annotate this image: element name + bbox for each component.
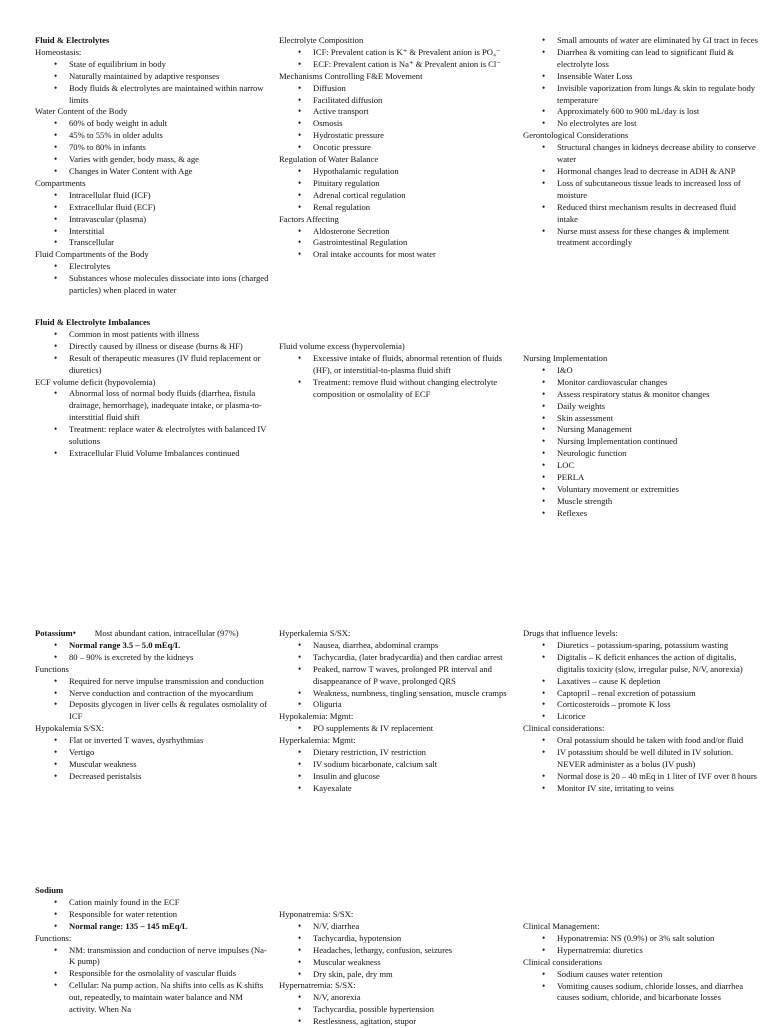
- list-item-text: Laxatives – cause K depletion: [557, 675, 661, 686]
- section-heading: Potassium: [35, 628, 73, 638]
- list-item: [279, 202, 515, 214]
- subheading-hypernatremia-s-sx: Hypernatremia: S/SX:: [279, 980, 356, 991]
- list-item-text: Insulin and glucose: [313, 770, 380, 781]
- list-item-text: Nerve conduction and contraction of the myocardium: [69, 687, 254, 698]
- list-item-text: Cellular: Na pump action. Na shifts into cells as K shifts out, repeatedly, to maintain water balance and NM activity. When Na: [69, 980, 264, 1015]
- list-item-text: Hyponatremia: NS (0.9%) or 3% salt solution: [557, 932, 715, 943]
- list-item-text: Restlessness, agitation, stupor: [313, 1016, 417, 1027]
- list-item-text: Most abundant cation, intracellular (97%): [94, 628, 239, 638]
- bullet-list: [279, 747, 515, 795]
- list-item-text: Insensible Water Loss: [557, 70, 633, 81]
- list-item: [279, 166, 515, 178]
- list-item: [523, 436, 759, 448]
- list-item: [35, 388, 271, 424]
- spacer: [523, 341, 759, 353]
- list-item: [523, 178, 759, 202]
- list-item-text: 60% of body weight in adult: [69, 118, 168, 129]
- column-3: [523, 885, 759, 1004]
- bullet-list: [35, 59, 271, 107]
- spacer: [279, 329, 515, 341]
- list-item: [35, 747, 271, 759]
- list-item-text: I&O: [557, 364, 573, 375]
- spacer: [523, 885, 759, 897]
- bullet-list: [523, 35, 759, 130]
- list-item: [523, 969, 759, 981]
- bullet-list: [523, 735, 759, 795]
- list-item-text: Headaches, lethargy, confusion, seizures: [313, 944, 453, 955]
- list-item-text: Cation mainly found in the ECF: [69, 896, 180, 907]
- list-item-text: Decreased peristalsis: [69, 770, 142, 781]
- list-item: [35, 83, 271, 107]
- bullet-list: [35, 628, 271, 664]
- subheading-compartments: Compartments: [35, 177, 86, 188]
- list-item-text: Kayexalate: [313, 782, 352, 793]
- list-item-text: Treatment: replace water & electrolytes with balanced IV solutions: [69, 424, 267, 447]
- list-item: [35, 118, 271, 130]
- list-item: [523, 166, 759, 178]
- list-item: [35, 909, 271, 921]
- list-item-text: IV sodium bicarbonate, calcium salt: [313, 758, 438, 769]
- subheading-functions: Functions: [35, 663, 69, 674]
- list-item: [35, 71, 271, 83]
- list-item-text: Captopril – renal excretion of potassium: [557, 687, 696, 698]
- list-item-text: Licorice: [557, 711, 586, 722]
- list-item: [35, 341, 271, 353]
- list-item-text: Sodium causes water retention: [557, 968, 663, 979]
- list-item-text: Dietary restriction, IV restriction: [313, 747, 426, 758]
- list-item-text: Pituitary regulation: [313, 177, 380, 188]
- list-item: [523, 413, 759, 425]
- subheading-functions: Functions:: [35, 932, 72, 943]
- list-item: [279, 664, 515, 688]
- list-item-text: Deposits glycogen in liver cells & regulates osmolality of ICF: [69, 699, 268, 722]
- list-item: [523, 142, 759, 166]
- list-item-text: ICF: Prevalent cation is K⁺ & Prevalent anion is PO₄⁻: [313, 46, 501, 57]
- subheading-hyponatremia-s-sx: Hyponatremia: S/SX:: [279, 909, 354, 919]
- list-item-text: Transcellular: [69, 237, 115, 248]
- subheading-mechanisms-controlling-f-e-movement: Mechanisms Controlling F&E Movement: [279, 70, 423, 81]
- list-item-text: Diuretics – potassium-sparing, potassium wasting: [557, 639, 729, 650]
- list-item: [35, 424, 271, 448]
- bullet-list: [279, 166, 515, 214]
- list-item-text: Muscle strength: [557, 495, 613, 506]
- list-item-text: 80 – 90% is excreted by the kidneys: [69, 651, 194, 662]
- section-heading: Fluid & Electrolyte Imbalances: [35, 317, 151, 327]
- list-item: [279, 59, 515, 71]
- list-item: [35, 897, 271, 909]
- list-item-text: Oral intake accounts for most water: [313, 249, 436, 260]
- list-item-text: ECF: Prevalent cation is Na⁺ & Prevalent anion is Cl⁻: [313, 58, 501, 69]
- list-item-text: Reduced thirst mechanism results in decreased fluid intake: [557, 201, 736, 224]
- list-item: [35, 261, 271, 273]
- list-item: [523, 945, 759, 957]
- bullet-list: [523, 640, 759, 723]
- list-item-text: Osmosis: [313, 118, 343, 129]
- spacer: [279, 885, 515, 897]
- list-item-text: Abnormal loss of normal body fluids (diarrhea, fistula drainage, hemorrhage), inadequate intake, or plasma-to-interstitial fluid shift: [69, 388, 262, 423]
- subheading-fluid-volume-excess-hypervolemia: Fluid volume excess (hypervolemia): [279, 341, 405, 351]
- bullet-list: [279, 640, 515, 711]
- list-item: [279, 640, 515, 652]
- list-item: [279, 699, 515, 711]
- bullet-list: [279, 83, 515, 154]
- list-item-text: Naturally maintained by adaptive responses: [69, 70, 220, 81]
- bullet-list: [279, 992, 515, 1028]
- list-item: [35, 945, 271, 969]
- column-1: [35, 317, 271, 460]
- list-item-text: Gastrointestinal Regulation: [313, 237, 408, 248]
- section-heading: Fluid & Electrolytes: [35, 35, 110, 45]
- list-item-text: IV potassium should be well diluted in IV solution. NEVER administer as a bolus (IV push): [557, 747, 734, 769]
- subheading-nursing-implementation: Nursing Implementation: [523, 353, 608, 363]
- bullet-list: [279, 47, 515, 71]
- list-item-text: Muscular weakness: [313, 956, 381, 967]
- list-item: [523, 711, 759, 723]
- list-item-text: Renal regulation: [313, 201, 371, 212]
- list-item: [523, 640, 759, 652]
- subheading-regulation-of-water-balance: Regulation of Water Balance: [279, 154, 379, 165]
- list-item: [35, 735, 271, 747]
- list-item: [35, 640, 271, 652]
- list-item-text: Substances whose molecules dissociate into ions (charged particles) when placed in water: [69, 273, 269, 296]
- bullet-list: [35, 676, 271, 724]
- list-item: [279, 353, 515, 377]
- list-item: [279, 759, 515, 771]
- list-item: [35, 448, 271, 460]
- list-item-text: N/V, diarrhea: [313, 920, 360, 931]
- list-item: [523, 508, 759, 520]
- list-item: [279, 178, 515, 190]
- column-1: [35, 628, 271, 783]
- list-item-text: Tachycardia, (later bradycardia) and then cardiac arrest: [313, 651, 503, 662]
- list-item-text: Skin assessment: [557, 412, 614, 423]
- subheading-hyperkalemia-mgmt: Hyperkalemia: Mgmt:: [279, 735, 356, 746]
- list-item-text: Oncotic pressure: [313, 142, 371, 153]
- list-item-text: LOC: [557, 460, 575, 471]
- list-item-text: Structural changes in kidneys decrease ability to conserve water: [557, 142, 756, 165]
- list-item: [279, 130, 515, 142]
- list-item: [523, 771, 759, 783]
- list-item: [523, 118, 759, 130]
- bullet-list: [279, 723, 515, 735]
- list-item-text: Tachycardia, hypotension: [313, 932, 402, 943]
- subheading-hypokalemia-s-sx: Hypokalemia S/SX:: [35, 723, 104, 734]
- list-item: [523, 747, 759, 771]
- list-item: [523, 981, 759, 1005]
- list-item: [279, 249, 515, 261]
- bullet-list: [35, 388, 271, 459]
- list-item: [35, 273, 271, 297]
- list-item: [35, 628, 271, 640]
- list-item-text: Hypothalamic regulation: [313, 165, 399, 176]
- list-item-text: State of equilibrium in body: [69, 58, 166, 69]
- list-item-text: Small amounts of water are eliminated by GI tract in feces: [557, 35, 758, 45]
- list-item: [523, 71, 759, 83]
- list-item: [279, 142, 515, 154]
- list-item: [279, 945, 515, 957]
- bullet-list: [35, 897, 271, 933]
- list-item: [35, 190, 271, 202]
- list-item: [279, 652, 515, 664]
- list-item: [35, 699, 271, 723]
- list-item-text: NM: transmission and conduction of nerve impulses (Na-K pump): [69, 944, 267, 967]
- list-item: [35, 226, 271, 238]
- subheading-homeostasis: Homeostasis:: [35, 46, 82, 57]
- list-item: [279, 377, 515, 401]
- list-item-text: Extracellular Fluid Volume Imbalances continued: [69, 447, 240, 458]
- list-item-text: Neurologic function: [557, 448, 627, 459]
- list-item: [35, 688, 271, 700]
- list-item-text: Intracellular fluid (ICF): [69, 189, 151, 200]
- list-item: [35, 676, 271, 688]
- list-item: [279, 118, 515, 130]
- list-item: [35, 771, 271, 783]
- bullet-list: [523, 933, 759, 957]
- list-item: [35, 980, 271, 1016]
- list-item: [35, 130, 271, 142]
- list-item: [523, 783, 759, 795]
- list-item: [279, 747, 515, 759]
- list-item-text: 45% to 55% in older adults: [69, 130, 163, 141]
- column-1: [35, 885, 271, 1016]
- list-item-text: Intravascular (plasma): [69, 213, 147, 224]
- list-item: [35, 154, 271, 166]
- list-item-text: Adrenal cortical regulation: [313, 189, 406, 200]
- list-item: [35, 166, 271, 178]
- list-item-text: Hypernatremia: diuretics: [557, 944, 643, 955]
- list-item: [35, 329, 271, 341]
- list-item: [279, 1016, 515, 1028]
- list-item: [523, 202, 759, 226]
- subheading-ecf-volume-deficit-hypovolemia: ECF volume deficit (hypovolemia): [35, 376, 156, 387]
- list-item-text: Responsible for the osmolality of vascular fluids: [69, 968, 237, 979]
- spacer: [523, 909, 759, 921]
- list-item: [523, 933, 759, 945]
- list-item: [523, 688, 759, 700]
- list-item-text: N/V, anorexia: [313, 992, 361, 1003]
- list-item-text: PO supplements & IV replacement: [313, 723, 434, 734]
- list-item-text: Approximately 600 to 900 mL/day is lost: [557, 106, 700, 117]
- list-item: [35, 142, 271, 154]
- list-item: [523, 652, 759, 676]
- list-item-text: Muscular weakness: [69, 758, 137, 769]
- subheading-drugs-that-influence-levels: Drugs that influence levels:: [523, 628, 618, 638]
- list-item: [523, 401, 759, 413]
- list-item-text: Hormonal changes lead to decrease in ADH & ANP: [557, 165, 736, 176]
- bullet-list: [523, 365, 759, 520]
- bullet-list: [523, 142, 759, 249]
- list-item-text: Body fluids & electrolytes are maintained within narrow limits: [69, 82, 264, 105]
- list-item: [279, 47, 515, 59]
- list-item-text: Corticosteroids – promote K loss: [557, 699, 671, 710]
- list-item-text: Electrolytes: [69, 261, 111, 272]
- subheading-clinical-considerations: Clinical considerations:: [523, 723, 605, 734]
- bullet-list: [279, 226, 515, 262]
- column-2: [279, 885, 515, 1028]
- bullet-list: [279, 353, 515, 401]
- list-item-text: Common in most patients with illness: [69, 328, 200, 339]
- list-item: [35, 202, 271, 214]
- list-item: [523, 676, 759, 688]
- column-3: [523, 317, 759, 520]
- list-item: [523, 365, 759, 377]
- list-item-text: Loss of subcutaneous tissue leads to increased loss of moisture: [557, 177, 741, 200]
- list-item: [279, 723, 515, 735]
- column-2: [279, 628, 515, 795]
- bullet-list: [35, 735, 271, 783]
- subheading-clinical-considerations: Clinical considerations: [523, 956, 602, 967]
- list-item: [279, 106, 515, 118]
- list-item: [523, 106, 759, 118]
- bullet-list: [35, 190, 271, 250]
- list-item-text: Voluntary movement or extremities: [557, 483, 679, 494]
- subheading-hyperkalemia-s-sx: Hyperkalemia S/SX:: [279, 628, 351, 638]
- list-item: [523, 377, 759, 389]
- subheading-factors-affecting: Factors Affecting: [279, 213, 339, 224]
- list-item-text: Active transport: [313, 106, 369, 117]
- list-item: [35, 921, 271, 933]
- list-item: [35, 237, 271, 249]
- list-item-text: Nursing Implementation continued: [557, 436, 678, 447]
- list-item-text: Excessive intake of fluids, abnormal retention of fluids (HF), or interstitial-to-plasma fluid shift: [313, 352, 503, 375]
- list-item-text: Directly caused by illness or disease (burns & HF): [69, 340, 243, 351]
- list-item-text: Diffusion: [313, 82, 346, 93]
- bullet-spacer: [73, 628, 95, 640]
- list-item-text: Varies with gender, body mass, & age: [69, 154, 199, 165]
- list-item-text: Interstitial: [69, 225, 105, 236]
- list-item: [523, 47, 759, 71]
- bullet-list: [35, 945, 271, 1016]
- list-item-text: Nurse must assess for these changes & implement treatment accordingly: [557, 225, 730, 248]
- list-item: [523, 35, 759, 47]
- section-heading: Sodium: [35, 885, 64, 895]
- list-item: [279, 992, 515, 1004]
- list-item: [279, 237, 515, 249]
- list-item: [279, 226, 515, 238]
- list-item-text: Oliguria: [313, 699, 342, 710]
- list-item-text: Nursing Management: [557, 424, 632, 435]
- list-item: [523, 699, 759, 711]
- list-item: [523, 389, 759, 401]
- list-item-text: Treatment: remove fluid without changing electrolyte composition or osmolality of ECF: [313, 376, 498, 399]
- subheading-hypokalemia-mgmt: Hypokalemia: Mgmt:: [279, 711, 354, 722]
- list-item: [523, 448, 759, 460]
- column-2: [279, 35, 515, 261]
- list-item: [279, 933, 515, 945]
- list-item: [279, 1004, 515, 1016]
- subheading-electrolyte-composition: Electrolyte Composition: [279, 35, 364, 45]
- spacer: [523, 897, 759, 909]
- list-item-text: PERLA: [557, 472, 585, 483]
- spacer: [279, 317, 515, 329]
- list-item-text: Invisible vaporization from lungs & skin to regulate body temperature: [557, 82, 756, 105]
- list-item-text: Aldosterone Secretion: [313, 225, 390, 236]
- list-item-text: Flat or inverted T waves, dysrhythmias: [69, 735, 204, 746]
- bullet-list: [35, 329, 271, 377]
- list-item-text: Hydrostatic pressure: [313, 130, 384, 141]
- list-item: [35, 968, 271, 980]
- list-item: [279, 969, 515, 981]
- list-item-text: Normal range: 135 – 145 mEq/L: [69, 920, 188, 931]
- list-item-text: Normal dose is 20 – 40 mEq in 1 liter of IVF over 8 hours: [557, 770, 758, 781]
- list-item-text: Oral potassium should be taken with food and/or fluid: [557, 735, 744, 746]
- list-item-text: Extracellular fluid (ECF): [69, 201, 156, 212]
- list-item-text: Diarrhea & vomiting can lead to significant fluid & electrolyte loss: [557, 46, 735, 69]
- bullet-list: [279, 921, 515, 981]
- list-item-text: Result of therapeutic measures (IV fluid replacement or diuretics): [69, 352, 261, 375]
- list-item: [279, 921, 515, 933]
- column-3: [523, 628, 759, 795]
- list-item: [35, 652, 271, 664]
- subheading-water-content-of-the-body: Water Content of the Body: [35, 106, 128, 117]
- list-item: [279, 783, 515, 795]
- list-item-text: Changes in Water Content with Age: [69, 165, 193, 176]
- list-item: [523, 226, 759, 250]
- list-item-text: 70% to 80% in infants: [69, 142, 146, 153]
- list-item-text: Assess respiratory status & monitor changes: [557, 388, 710, 399]
- list-item-text: Facilitated diffusion: [313, 94, 383, 105]
- list-item: [35, 59, 271, 71]
- list-item-text: Normal range 3.5 – 5.0 mEq/L: [69, 639, 181, 650]
- list-item-text: Digitalis – K deficit enhances the action of digitalis, digitalis toxicity (slow, irregular pulse, N/V, anorexia): [557, 651, 743, 674]
- bullet-list: [35, 261, 271, 297]
- column-3: [523, 35, 759, 249]
- list-item-text: Required for nerve impulse transmission and conduction: [69, 675, 264, 686]
- list-item-text: Monitor cardiovascular changes: [557, 376, 668, 387]
- list-item: [279, 190, 515, 202]
- bullet-list: [35, 118, 271, 178]
- list-item-text: Reflexes: [557, 507, 588, 518]
- list-item: [279, 83, 515, 95]
- list-item: [279, 95, 515, 107]
- list-item: [523, 83, 759, 107]
- list-item-text: Peaked, narrow T waves, prolonged PR interval and disappearance of P wave, prolonged QRS: [313, 663, 492, 686]
- list-item: [523, 472, 759, 484]
- list-item-text: Responsible for water retention: [69, 908, 178, 919]
- list-item-text: Vomiting causes sodium, chloride losses, and diarrhea causes sodium, chloride, and bicarbonate losses: [557, 980, 744, 1003]
- list-item-text: No electrolytes are lost: [557, 118, 637, 129]
- list-item: [523, 496, 759, 508]
- list-item: [523, 424, 759, 436]
- subheading-clinical-management: Clinical Management:: [523, 921, 600, 931]
- list-item-text: Dry skin, pale, dry mm: [313, 968, 393, 979]
- list-item-text: Weakness, numbness, tingling sensation, muscle cramps: [313, 687, 507, 698]
- subheading-gerontological-considerations: Gerontological Considerations: [523, 130, 629, 141]
- list-item: [523, 735, 759, 747]
- list-item-text: Nausea, diarrhea, abdominal cramps: [313, 639, 439, 650]
- list-item: [279, 688, 515, 700]
- list-item: [279, 771, 515, 783]
- list-item-text: Vertigo: [69, 747, 95, 758]
- column-1: [35, 35, 271, 297]
- list-item: [35, 214, 271, 226]
- list-item-text: Monitor IV site, irritating to veins: [557, 782, 674, 793]
- list-item: [523, 484, 759, 496]
- list-item-text: Tachycardia, possible hypertension: [313, 1004, 434, 1015]
- column-2: [279, 317, 515, 401]
- list-item-text: Daily weights: [557, 400, 605, 411]
- spacer: [523, 329, 759, 341]
- subheading-fluid-compartments-of-the-body: Fluid Compartments of the Body: [35, 249, 149, 260]
- list-item: [35, 353, 271, 377]
- spacer: [523, 317, 759, 329]
- spacer: [279, 897, 515, 909]
- list-item: [523, 460, 759, 472]
- list-item: [35, 759, 271, 771]
- list-item: [279, 957, 515, 969]
- bullet-list: [523, 969, 759, 1005]
